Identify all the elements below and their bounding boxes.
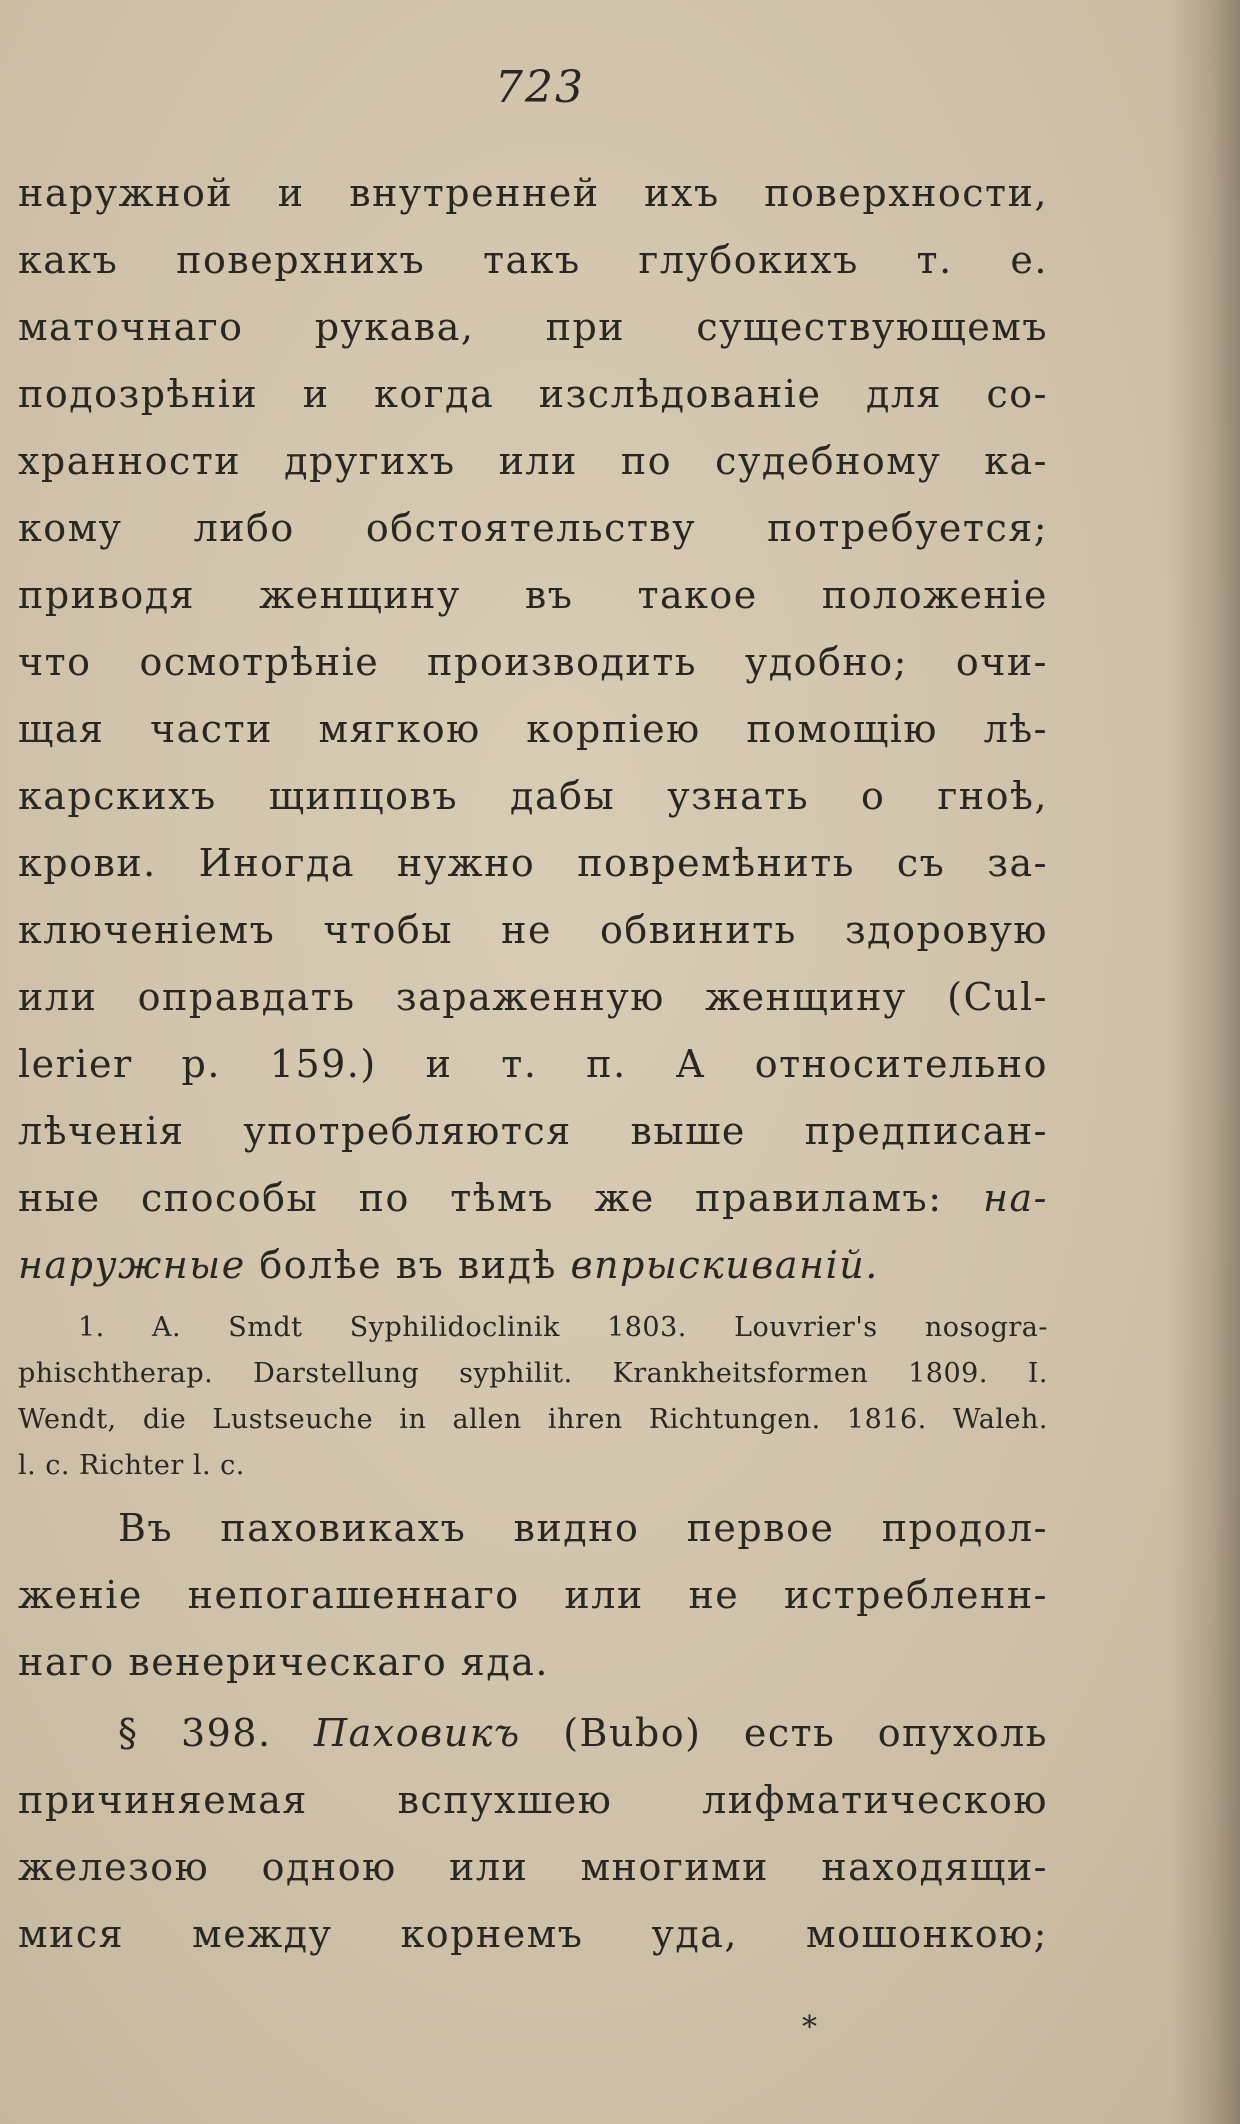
text-line: наго венерическаго яда. xyxy=(18,1640,549,1684)
text-line: мися между корнемъ уда, мошонкою; xyxy=(18,1912,1048,1956)
text-line: ключеніемъ чтобы не обвинить здоровую xyxy=(18,908,1048,952)
text-line: причиняемая вспухшею лифматическою xyxy=(18,1778,1048,1822)
section-heading-line xyxy=(18,1700,1048,1767)
text-line: щая части мягкою корпіею помощію лѣ- xyxy=(18,707,1048,751)
section-first-line-rest: (Bubo) есть опухоль xyxy=(563,1711,1048,1755)
plain-words: болѣе въ видѣ xyxy=(259,1243,557,1287)
text-line: железою одною или многими находящи- xyxy=(18,1845,1048,1889)
text-line: приводя женщину въ такое положеніе xyxy=(18,573,1048,617)
text-line: что осмотрѣніе производить удобно; очи- xyxy=(18,640,1048,684)
section-number: § 398. xyxy=(118,1711,272,1755)
text-line: подозрѣніи и когда изслѣдованіе для со- xyxy=(18,372,1048,416)
text-line: какъ поверхнихъ такъ глубокихъ т. е. xyxy=(18,238,1048,282)
text-line: карскихъ щипцовъ дабы узнать о гноѣ, xyxy=(18,774,1048,818)
page-number: 723 xyxy=(495,62,585,113)
section-398 xyxy=(18,1700,1048,1968)
text-line: lerier p. 159.) и т. п. А относительно xyxy=(18,1042,1048,1086)
footnote-line: phischtherap. Darstellung syphilit. Krankheitsformen 1809. I. xyxy=(18,1358,1048,1389)
footnote-line: Wendt, die Lustseuche in allen ihren Richtungen. 1816. Waleh. xyxy=(18,1404,1048,1435)
text-line: крови. Иногда нужно повремѣнить съ за- xyxy=(18,841,1048,885)
section-term: Паховикъ xyxy=(314,1711,521,1755)
text-line-with-italic-tail xyxy=(18,1165,1048,1232)
text-line-last xyxy=(18,1232,1048,1299)
text-line: лѣченія употребляются выше предписан- xyxy=(18,1109,1048,1153)
signature-mark: * xyxy=(802,2010,817,2045)
footnote-line: 1. A. Smdt Syphilidoclinik 1803. Louvrier's nosogra- xyxy=(78,1312,1048,1343)
text-line: хранности другихъ или по судебному ка- xyxy=(18,439,1048,483)
italic-word: впрыскиваній. xyxy=(570,1243,879,1287)
text-line: маточнаго рукава, при существующемъ xyxy=(18,305,1048,349)
text-line: наружной и внутренней ихъ поверхности, xyxy=(18,171,1048,215)
page-edge-shadow xyxy=(1170,0,1240,2124)
middle-paragraph xyxy=(18,1495,1048,1696)
text-line-italic: на- xyxy=(982,1176,1048,1220)
main-paragraph xyxy=(18,160,1048,1299)
italic-word: наружные xyxy=(18,1243,246,1287)
footnote-line: l. c. Richter l. c. xyxy=(18,1450,245,1481)
text-line: или оправдать зараженную женщину (Cul- xyxy=(18,975,1048,1019)
text-line: женіе непогашеннаго или не истребленн- xyxy=(18,1573,1048,1617)
text-line-plain: ные способы по тѣмъ же правиламъ: xyxy=(18,1176,943,1220)
footnote xyxy=(18,1305,1048,1489)
text-line: кому либо обстоятельству потребуется; xyxy=(18,506,1048,550)
text-line: Въ паховикахъ видно первое продол- xyxy=(118,1506,1048,1550)
